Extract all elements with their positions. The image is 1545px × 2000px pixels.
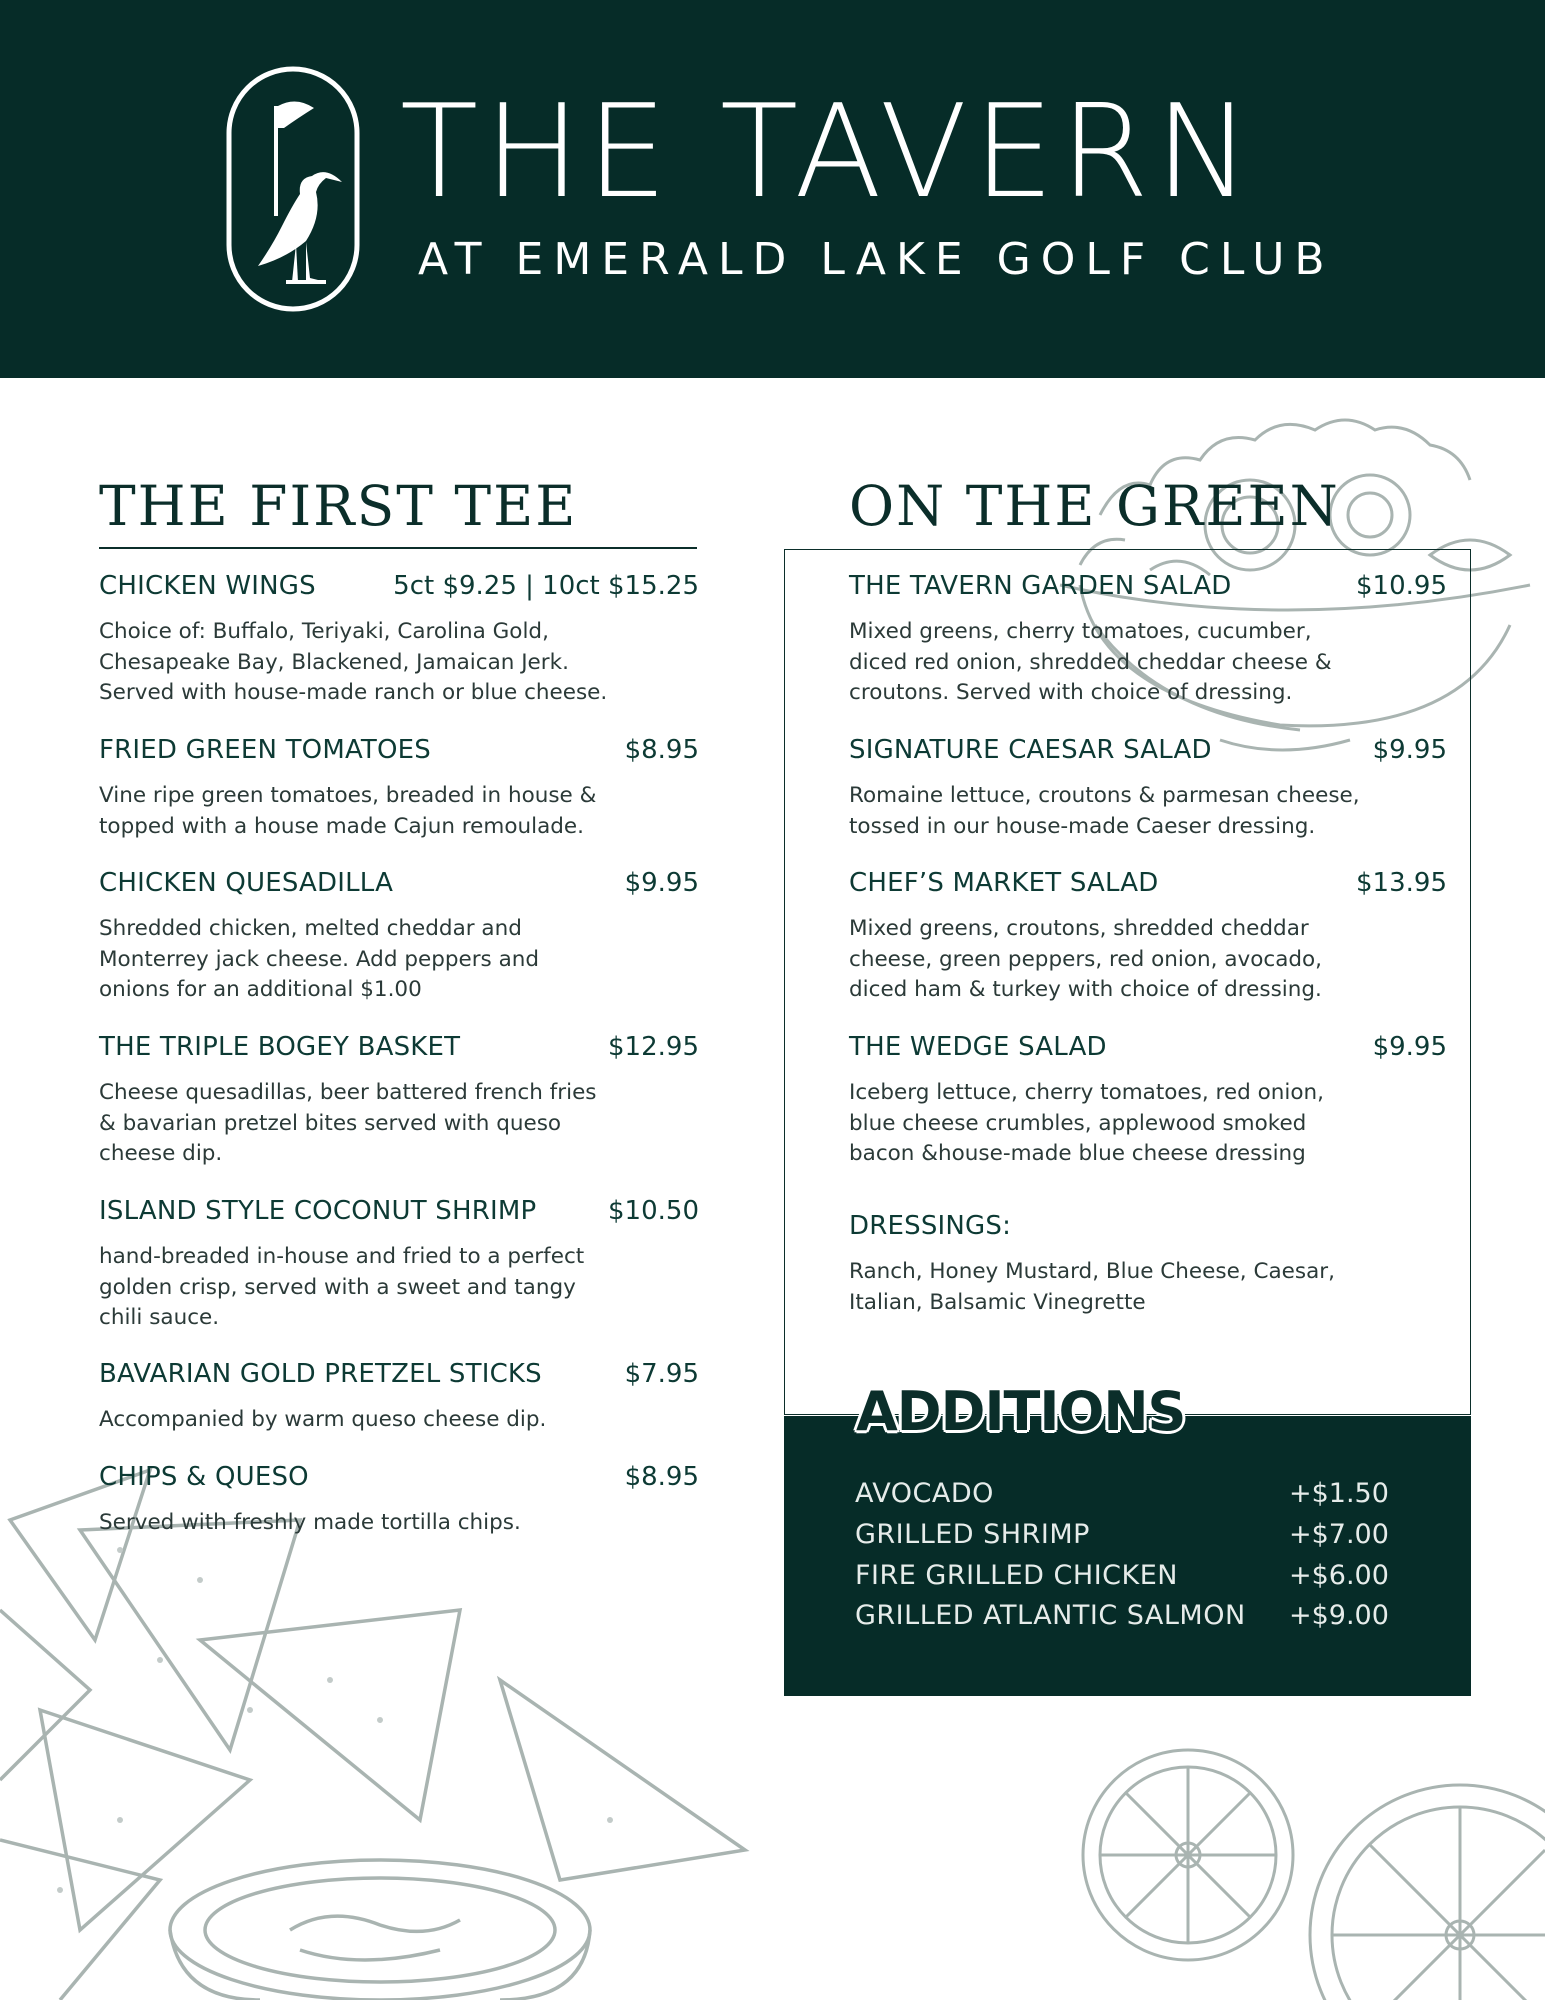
addition-name: GRILLED ATLANTIC SALMON bbox=[855, 1600, 1246, 1631]
item-name: CHICKEN WINGS bbox=[99, 571, 316, 601]
item-description: Choice of: Buffalo, Teriyaki, Carolina Gold, Chesapeake Bay, Blackened, Jamaican Jerk. Served with house-made ranch or blue cheese. bbox=[99, 619, 608, 705]
additions-title: ADDITIONS bbox=[856, 1380, 1186, 1443]
brand-subtitle: AT EMERALD LAKE GOLF CLUB bbox=[418, 234, 1335, 285]
tortilla-chips-and-queso-sketch-icon bbox=[0, 1460, 760, 2000]
addition-row bbox=[855, 1596, 1389, 1636]
item-name: SIGNATURE CAESAR SALAD bbox=[849, 735, 1212, 765]
dressings-block bbox=[849, 1207, 1447, 1318]
item-price: $10.95 bbox=[1356, 571, 1447, 601]
addition-price: +$6.00 bbox=[1289, 1560, 1389, 1591]
item-name: BAVARIAN GOLD PRETZEL STICKS bbox=[99, 1359, 542, 1389]
item-name: ISLAND STYLE COCONUT SHRIMP bbox=[99, 1196, 537, 1226]
item-description: hand-breaded in-house and fried to a perfect golden crisp, served with a sweet and tangy chili sauce. bbox=[99, 1244, 585, 1330]
menu-item bbox=[99, 1458, 699, 1539]
addition-name: GRILLED SHRIMP bbox=[855, 1519, 1090, 1550]
item-price: $7.95 bbox=[624, 1359, 699, 1389]
menu-item bbox=[849, 864, 1447, 1006]
addition-price: +$9.00 bbox=[1289, 1600, 1389, 1631]
menu-item bbox=[99, 1192, 699, 1334]
item-description: Mixed greens, cherry tomatoes, cucumber, diced red onion, shredded cheddar cheese & croutons. Served with choice of dressing. bbox=[849, 619, 1332, 705]
item-price: $9.95 bbox=[624, 868, 699, 898]
item-description: Vine ripe green tomatoes, breaded in house & topped with a house made Cajun remoulade. bbox=[99, 783, 597, 839]
menu-item bbox=[99, 567, 699, 709]
item-name: CHEF’S MARKET SALAD bbox=[849, 868, 1159, 898]
item-price: $10.50 bbox=[608, 1196, 699, 1226]
item-description: Accompanied by warm queso cheese dip. bbox=[99, 1407, 547, 1432]
heron-with-golf-flag-icon bbox=[226, 66, 360, 312]
menu-item bbox=[849, 1028, 1447, 1170]
menu-item bbox=[99, 1355, 699, 1436]
item-description: Shredded chicken, melted cheddar and Monterrey jack cheese. Add peppers and onions for an additional $1.00 bbox=[99, 916, 540, 1002]
item-name: THE TAVERN GARDEN SALAD bbox=[849, 571, 1232, 601]
menu-item bbox=[99, 864, 699, 1006]
addition-price: +$7.00 bbox=[1289, 1519, 1389, 1550]
lemon-slices-sketch-icon bbox=[1070, 1735, 1545, 2000]
menu-item bbox=[849, 567, 1447, 709]
item-price: 5ct $9.25 | 10ct $15.25 bbox=[393, 571, 699, 601]
section-title-on-the-green: ON THE GREEN bbox=[849, 474, 1340, 538]
menu-item bbox=[849, 731, 1447, 842]
item-price: $12.95 bbox=[608, 1032, 699, 1062]
brand-title: THE TAVERN bbox=[400, 78, 1257, 227]
dressings-list: Ranch, Honey Mustard, Blue Cheese, Caesar, Italian, Balsamic Vinegrette bbox=[849, 1259, 1335, 1315]
item-price: $9.95 bbox=[1372, 735, 1447, 765]
item-price: $9.95 bbox=[1372, 1032, 1447, 1062]
item-name: CHIPS & QUESO bbox=[99, 1462, 309, 1492]
item-name: CHICKEN QUESADILLA bbox=[99, 868, 394, 898]
item-price: $8.95 bbox=[624, 735, 699, 765]
item-description: Served with freshly made tortilla chips. bbox=[99, 1510, 521, 1535]
addition-name: FIRE GRILLED CHICKEN bbox=[855, 1560, 1178, 1591]
item-name: FRIED GREEN TOMATOES bbox=[99, 735, 432, 765]
addition-row bbox=[855, 1474, 1389, 1514]
addition-name: AVOCADO bbox=[855, 1478, 994, 1509]
addition-row bbox=[855, 1515, 1389, 1555]
menu-item bbox=[99, 731, 699, 842]
header-banner bbox=[0, 0, 1545, 378]
item-description: Romaine lettuce, croutons & parmesan cheese, tossed in our house-made Caeser dressing. bbox=[849, 783, 1360, 839]
item-price: $8.95 bbox=[624, 1462, 699, 1492]
section-divider bbox=[99, 547, 697, 549]
item-price: $13.95 bbox=[1356, 868, 1447, 898]
item-description: Iceberg lettuce, cherry tomatoes, red onion, blue cheese crumbles, applewood smoked bacon &house-made blue cheese dressing bbox=[849, 1080, 1324, 1166]
item-name: THE TRIPLE BOGEY BASKET bbox=[99, 1032, 461, 1062]
item-name: THE WEDGE SALAD bbox=[849, 1032, 1107, 1062]
menu-item bbox=[99, 1028, 699, 1170]
section-title-first-tee: THE FIRST TEE bbox=[99, 474, 578, 538]
item-description: Mixed greens, croutons, shredded cheddar cheese, green peppers, red onion, avocado, diced ham & turkey with choice of dressing. bbox=[849, 916, 1322, 1002]
item-description: Cheese quesadillas, beer battered french fries & bavarian pretzel bites served with queso cheese dip. bbox=[99, 1080, 597, 1166]
dressings-heading: DRESSINGS: bbox=[849, 1211, 1012, 1241]
addition-price: +$1.50 bbox=[1289, 1478, 1389, 1509]
addition-row bbox=[855, 1556, 1389, 1596]
